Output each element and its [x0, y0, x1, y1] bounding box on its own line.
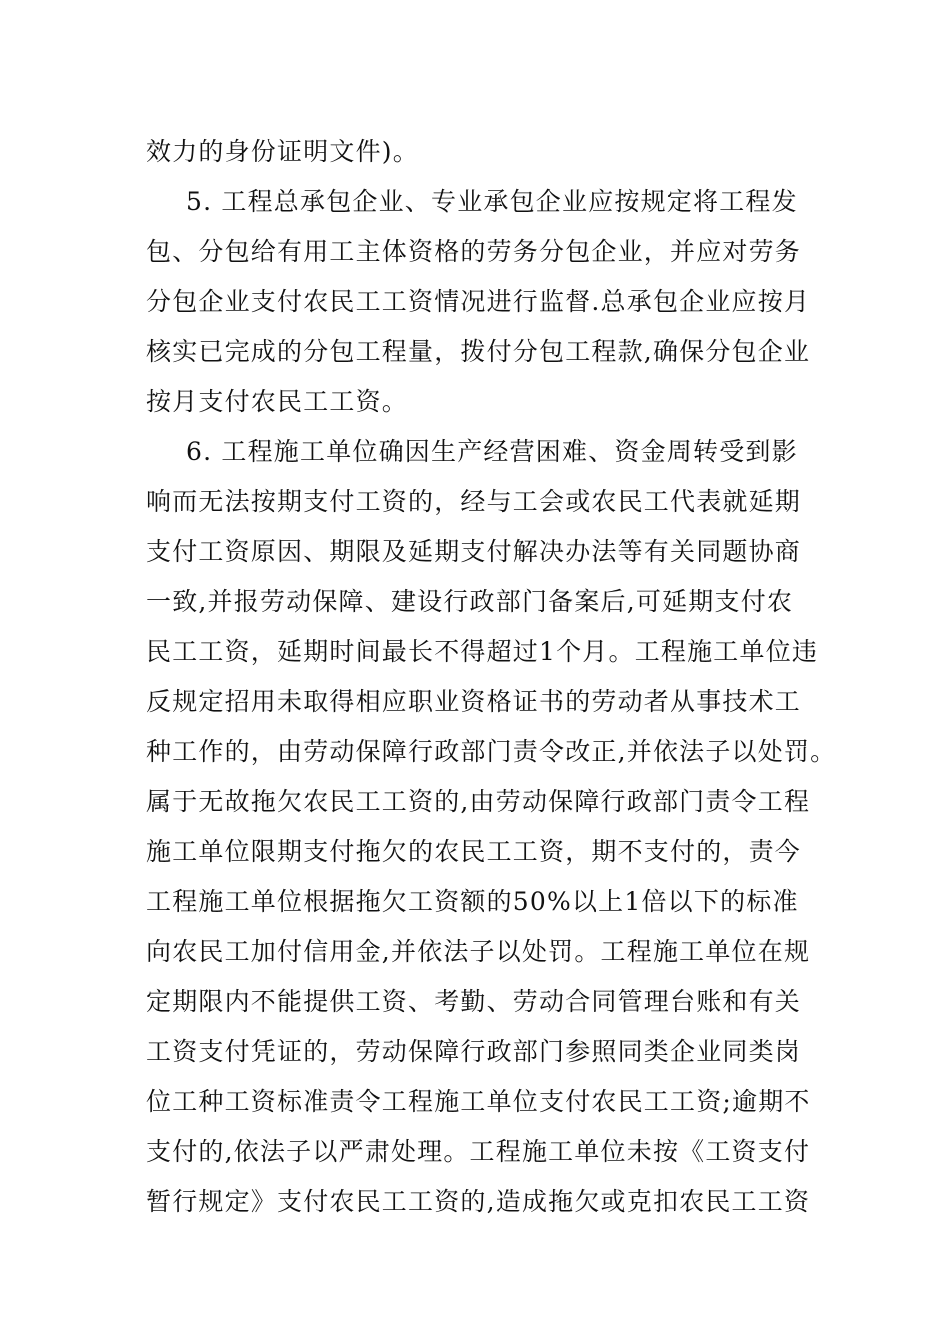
text-line: 支付的,依法子以严肃处理。工程施工单位未按《工资支付: [146, 1137, 811, 1166]
text-line: 分包企业支付农民工工资情况进行监督.总承包企业应按月: [146, 287, 811, 316]
text-line: 种工作的，由劳动保障行政部门责令改正,并依法子以处罚。: [146, 737, 837, 766]
text-line: 暂行规定》支付农民工工资的,造成拖欠或克扣农民工工资: [146, 1187, 811, 1216]
paragraph-5-start: 5. 工程总承包企业、专业承包企业应按规定将工程发: [186, 187, 798, 216]
text-line: 包、分包给有用工主体资格的劳务分包企业，并应对劳务: [146, 237, 802, 266]
text-line: 施工单位限期支付拖欠的农民工工资，期不支付的，责今: [146, 837, 802, 866]
text-line: 定期限内不能提供工资、考勤、劳动合同管理台账和有关: [146, 987, 802, 1016]
text-line: 位工种工资标准责令工程施工单位支付农民工工资;逾期不: [146, 1087, 811, 1116]
paragraph-6-start: 6. 工程施工单位确因生产经营困难、资金周转受到影: [186, 437, 798, 466]
document-body: [146, 127, 837, 1227]
text-line: 工程施工单位根据拖欠工资额的50%以上1倍以下的标准: [146, 887, 799, 916]
text-line: 工资支付凭证的，劳动保障行政部门参照同类企业同类岗: [146, 1037, 802, 1066]
text-line: 支付工资原因、期限及延期支付解决办法等有关同题协商: [146, 537, 802, 566]
text-line: 响而无法按期支付工资的，经与工会或农民工代表就延期: [146, 487, 802, 516]
text-line: 反规定招用未取得相应职业资格证书的劳动者从事技术工: [146, 687, 802, 716]
text-line: 一致,并报劳动保障、建设行政部门备案后,可延期支付农: [146, 587, 794, 616]
text-line: 按月支付农民工工资。: [146, 387, 409, 416]
text-line: 核实已完成的分包工程量，拨付分包工程款,确保分包企业: [146, 337, 811, 366]
text-line: 效力的身份证明文件)。: [146, 137, 419, 166]
text-line: 属于无故拖欠农民工工资的,由劳动保障行政部门责令工程: [146, 787, 811, 816]
text-line: 向农民工加付信用金,并依法子以处罚。工程施工单位在规: [146, 937, 811, 966]
text-line: 民工工资，延期时间最长不得超过1个月。工程施工单位违: [146, 637, 819, 666]
